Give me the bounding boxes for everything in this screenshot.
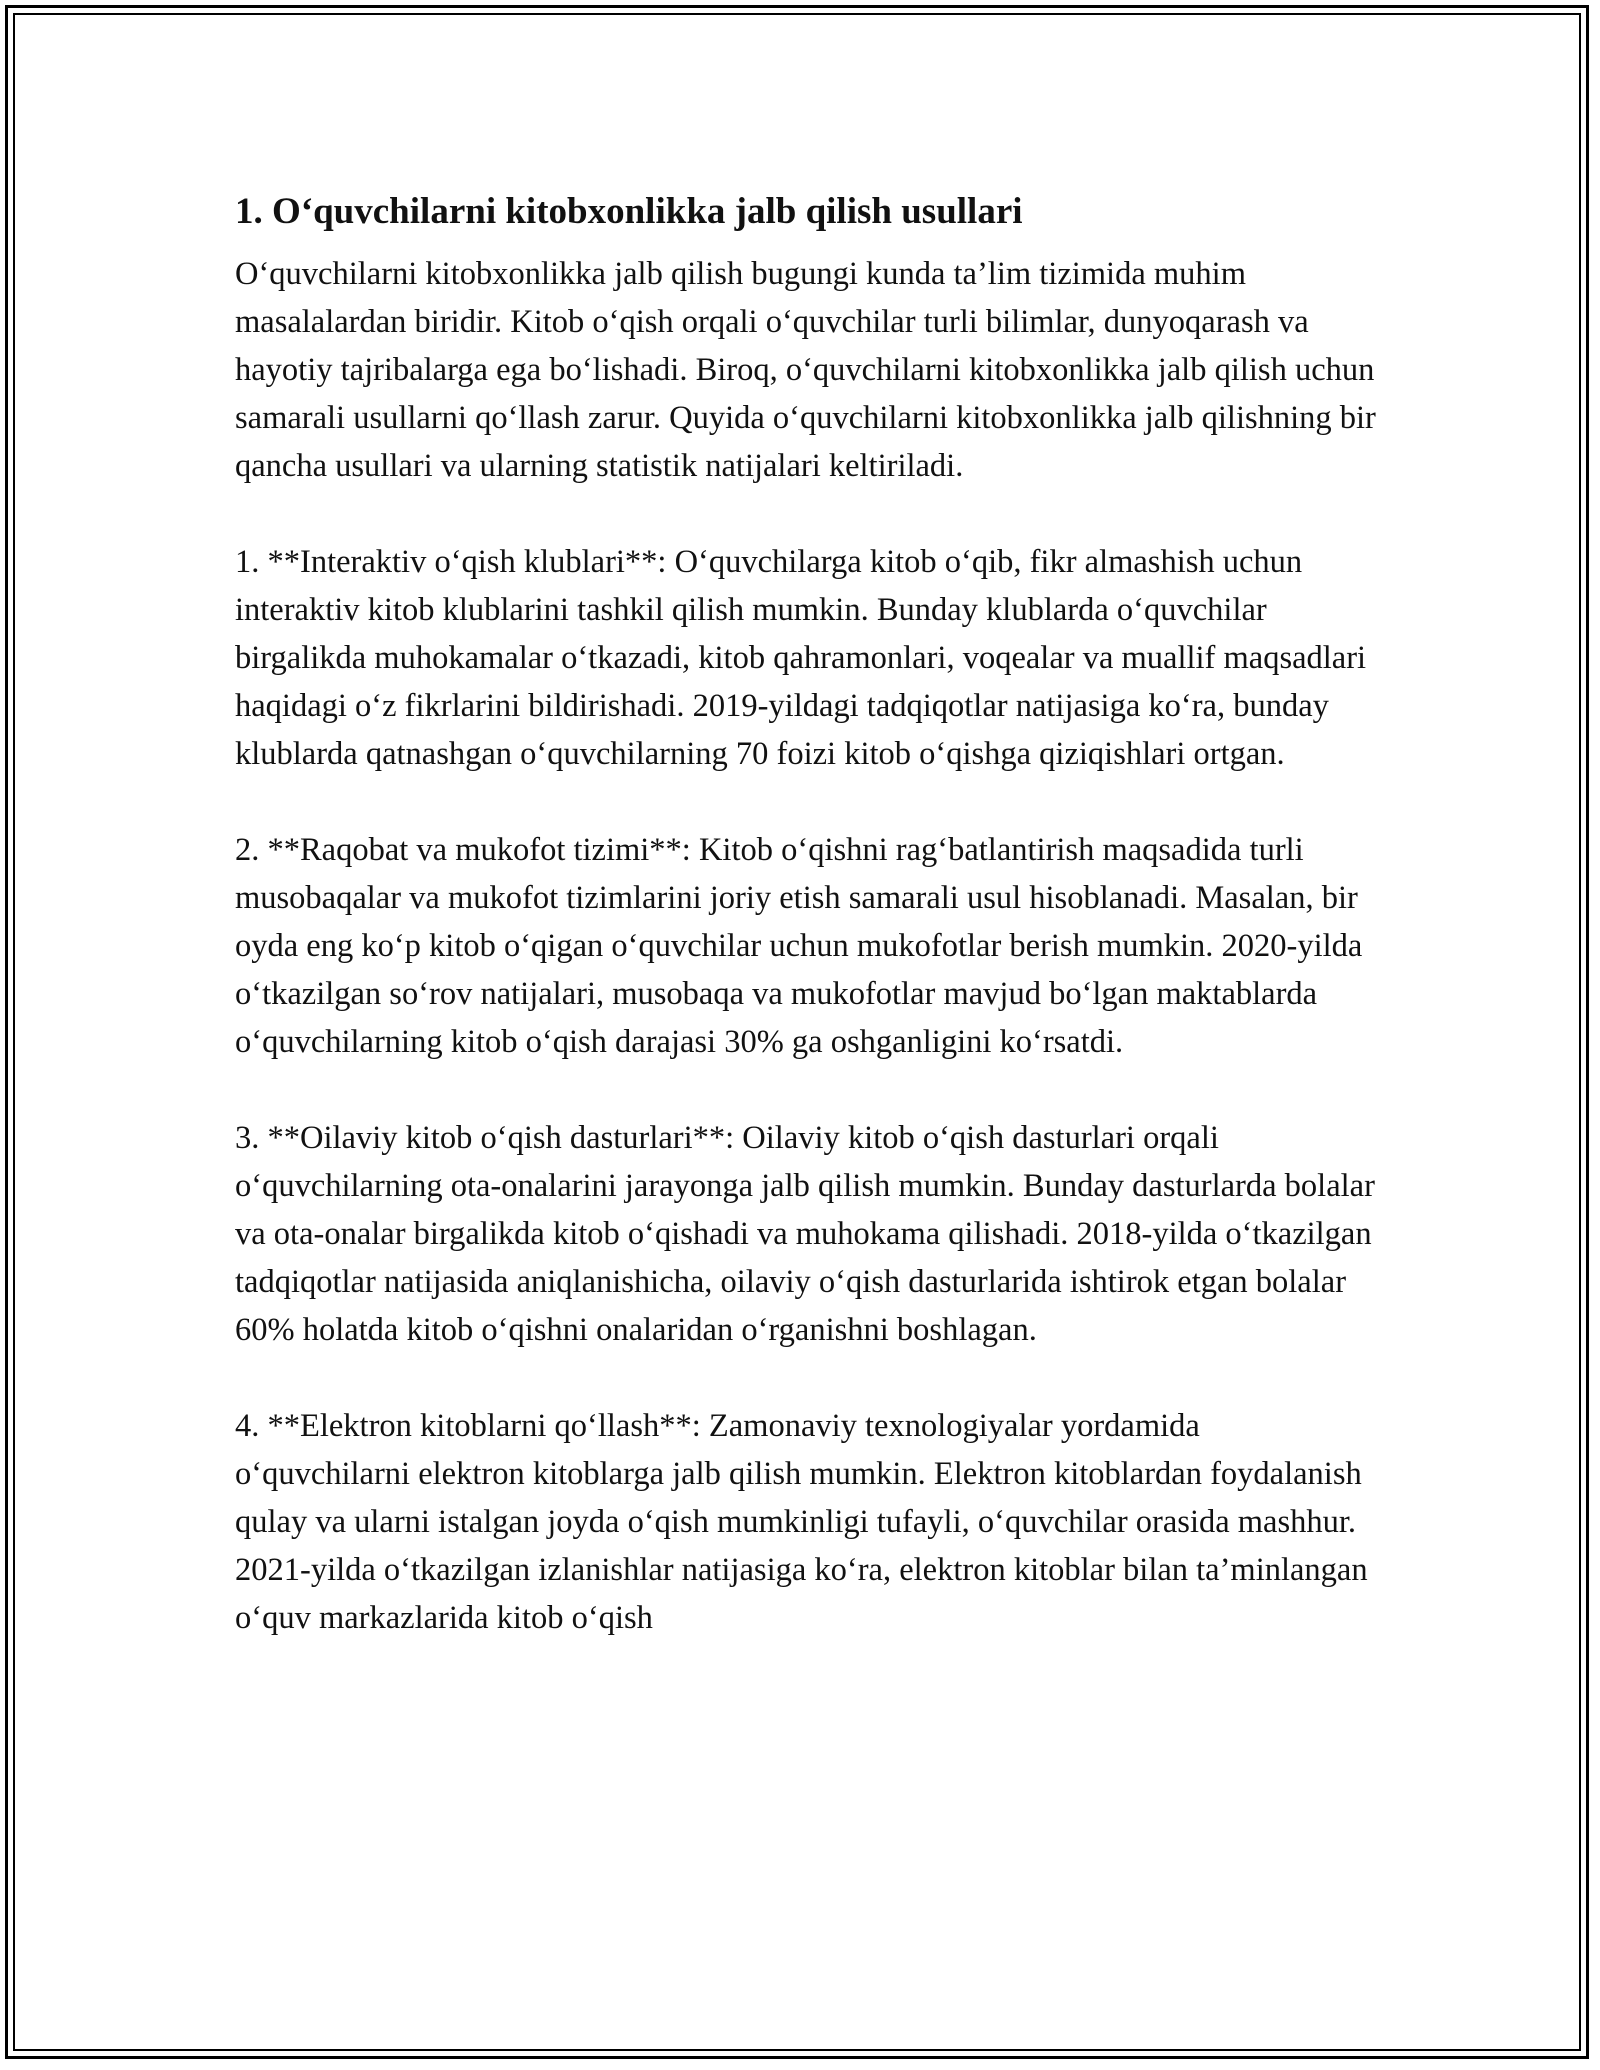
method-2-paragraph: 2. **Raqobat va mukofot tizimi**: Kitob o‘qishni rag‘batlantirish maqsadida turli musobaqalar va mukofot tizimlarini joriy etish samarali usul hisoblanadi. Masalan, bir oyda eng ko‘p kitob o‘qigan o‘quvchilar uchun mukofotlar berish mumkin. 2020-yilda o‘tkazilgan so‘rov natijalari, musobaqa va mukofotlar mavjud bo‘lgan maktablarda o‘quvchilarning kitob o‘qish darajasi 30% ga oshganligini ko‘rsatdi. [235,832,1363,1060]
method-4-paragraph: 4. **Elektron kitoblarni qo‘llash**: Zamonaviy texnologiyalar yordamida o‘quvchilarni elektron kitoblarga jalb qilish mumkin. Elektron kitoblardan foydalanish qulay va ularni istalgan joyda o‘qish mumkinligi tufayli, o‘quvchilar orasida mashhur. 2021-yilda o‘tkazilgan izlanishlar natijasiga ko‘ra, elektron kitoblar bilan ta’minlangan o‘quv markazlarida kitob o‘qish [235,1408,1368,1636]
method-3-paragraph: 3. **Oilaviy kitob o‘qish dasturlari**: Oilaviy kitob o‘qish dasturlari orqali o‘quvchilarning ota-onalarini jarayonga jalb qilish mumkin. Bunday dasturlarda bolalar va ota-onalar birgalikda kitob o‘qishadi va muhokama qilishadi. 2018-yilda o‘tkazilgan tadqiqotlar natijasida aniqlanishicha, oilaviy o‘qish dasturlarida ishtirok etgan bolalar 60% holatda kitob o‘qishni onalaridan o‘rganishni boshlagan. [235,1120,1375,1348]
method-1-paragraph: 1. **Interaktiv o‘qish klublari**: O‘quvchilarga kitob o‘qib, fikr almashish uchun interaktiv kitob klublarini tashkil qilish mumkin. Bunday klublarda o‘quvchilar birgalikda muhokamalar o‘tkazadi, kitob qahramonlari, voqealar va muallif maqsadlari haqidagi o‘z fikrlarini bildirishadi. 2019-yildagi tadqiqotlar natijasiga ko‘ra, bunday klublarda qatnashgan o‘quvchilarning 70 foizi kitob o‘qishga qiziqishlari ortgan. [235,544,1367,772]
document-body [235,188,1380,1690]
section-title: 1. O‘quvchilarni kitobxonlikka jalb qilish usullari [235,191,1023,232]
intro-paragraph: O‘quvchilarni kitobxonlikka jalb qilish bugungi kunda ta’lim tizimida muhim masalalardan biridir. Kitob o‘qish orqali o‘quvchilar turli bilimlar, dunyoqarash va hayotiy tajribalarga ega bo‘lishadi. Biroq, o‘quvchilarni kitobxonlikka jalb qilish uchun samarali usullarni qo‘llash zarur. Quyida o‘quvchilarni kitobxonlikka jalb qilishning bir qancha usullari va ularning statistik natijalari keltiriladi. [235,256,1376,484]
